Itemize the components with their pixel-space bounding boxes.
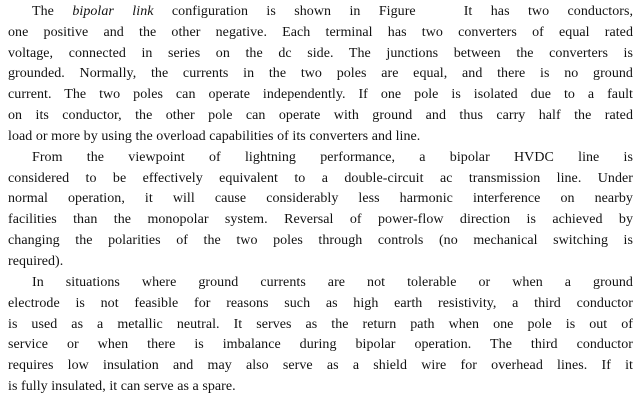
text-line: considered to be effectively equivalent to a double-circuit ac transmission line. Under	[8, 171, 633, 186]
text-line: requires low insulation and may also serve as a shield wire for overhead lines. If it	[8, 358, 633, 373]
text-line: service or when there is imbalance during bipolar operation. The third conductor	[8, 337, 633, 352]
text-line: is fully insulated, it can serve as a spare.	[8, 379, 236, 394]
text-line: one positive and the other negative. Each terminal has two converters of equal rated	[8, 25, 633, 40]
text-line: current. The two poles can operate independently. If one pole is isolated due to a fault	[8, 87, 633, 102]
text-line: facilities than the monopolar system. Reversal of power-flow direction is achieved by	[8, 212, 633, 227]
emphasis-term: bipolar link	[72, 4, 154, 19]
text-line: From the viewpoint of lightning performance, a bipolar HVDC line is	[32, 150, 633, 165]
text-line: The bipolar link configuration is shown in Figure It has two conductors,	[32, 4, 634, 19]
text-line: In situations where ground currents are not tolerable or when a ground	[32, 275, 633, 290]
text-line: electrode is not feasible for reasons such as high earth resistivity, a third conductor	[8, 296, 633, 311]
text-line: is used as a metallic neutral. It serves as the return path when one pole is out of	[8, 317, 633, 332]
text-line: voltage, connected in series on the dc side. The junctions between the converters is	[8, 46, 633, 61]
text-line: required).	[8, 254, 64, 269]
text-line: normal operation, it will cause considerably less harmonic interference on nearby	[8, 191, 633, 206]
text-line: grounded. Normally, the currents in the two poles are equal, and there is no ground	[8, 66, 633, 81]
text-line: load or more by using the overload capabilities of its converters and line.	[8, 129, 421, 144]
text-line: changing the polarities of the two poles through controls (no mechanical switching is	[8, 233, 633, 248]
text-line: on its conductor, the other pole can operate with ground and thus carry half the rated	[8, 108, 633, 123]
